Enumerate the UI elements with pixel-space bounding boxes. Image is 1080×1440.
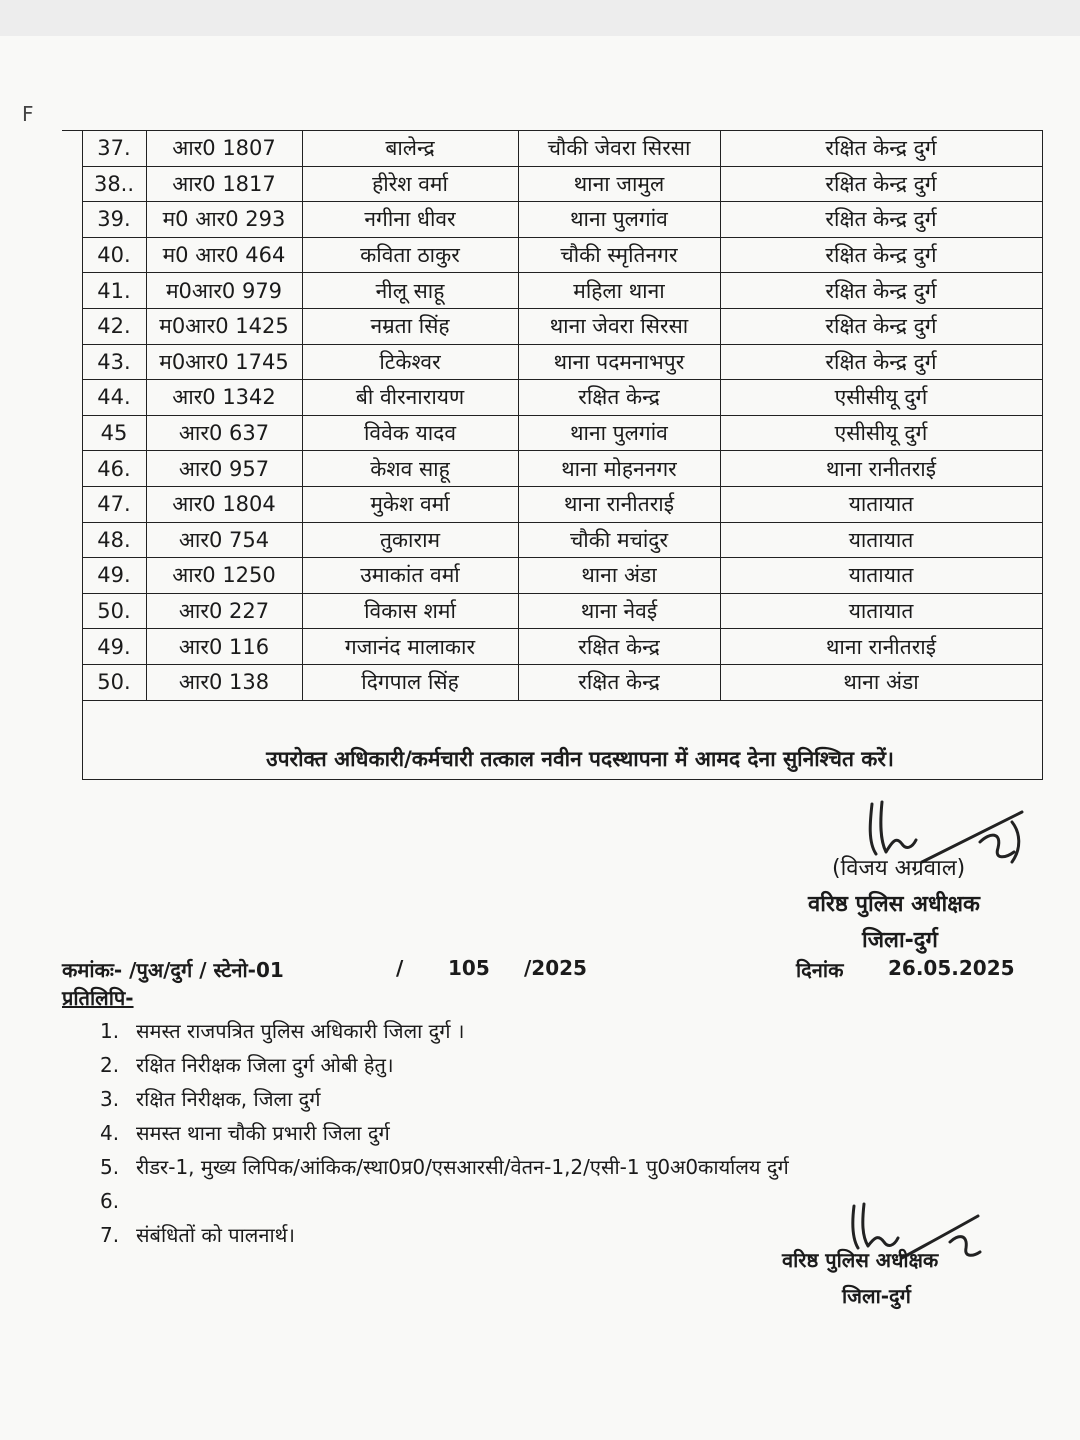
- margin-cell: [62, 308, 82, 344]
- cell-num: म0आर0 1425: [146, 308, 302, 344]
- cell-to: रक्षित केन्द्र दुर्ग: [720, 202, 1042, 238]
- cell-sno: 41.: [82, 273, 146, 309]
- signatory2-district: जिला-दुर्ग: [842, 1284, 911, 1308]
- table-row: [62, 522, 1042, 558]
- list-item-text: समस्त राजपत्रित पुलिस अधिकारी जिला दुर्ग ।: [136, 1019, 465, 1043]
- margin-cell: [62, 593, 82, 629]
- list-item-number: 6.: [100, 1189, 120, 1213]
- list-item: [100, 1116, 789, 1150]
- cell-from: चौकी मचांदुर: [518, 522, 720, 558]
- list-item: [100, 1014, 789, 1048]
- cell-name: विवेक यादव: [302, 415, 518, 451]
- cell-to: यातायात: [720, 558, 1042, 594]
- table-row: [62, 273, 1042, 309]
- table-row: [62, 451, 1042, 487]
- cell-sno: 46.: [82, 451, 146, 487]
- cell-sno: 50.: [82, 593, 146, 629]
- margin-cell: [62, 558, 82, 594]
- cell-num: आर0 1807: [146, 131, 302, 167]
- cell-to: रक्षित केन्द्र दुर्ग: [720, 131, 1042, 167]
- cell-name: तुकाराम: [302, 522, 518, 558]
- cell-from: रक्षित केन्द्र: [518, 629, 720, 665]
- cell-num: आर0 116: [146, 629, 302, 665]
- cell-sno: 48.: [82, 522, 146, 558]
- cell-name: नम्रता सिंह: [302, 308, 518, 344]
- pratilipi-heading: प्रतिलिपि-: [62, 986, 134, 1010]
- cell-name: टिकेश्वर: [302, 344, 518, 380]
- margin-cell: [62, 415, 82, 451]
- cell-name: हीरेश वर्मा: [302, 166, 518, 202]
- margin-cell: [62, 166, 82, 202]
- cell-from: चौकी स्मृतिनगर: [518, 237, 720, 273]
- list-item-text: रीडर-1, मुख्य लिपिक/आंकिक/स्था0प्र0/एसआरसी/वेतन-1,2/एसी-1 पु0अ0कार्यालय दुर्ग: [136, 1155, 789, 1179]
- cell-sno: 44.: [82, 380, 146, 416]
- cell-name: विकास शर्मा: [302, 593, 518, 629]
- cell-num: आर0 227: [146, 593, 302, 629]
- margin-cell: [62, 629, 82, 665]
- list-item-number: 1.: [100, 1019, 120, 1043]
- cell-sno: 45: [82, 415, 146, 451]
- cell-to: थाना अंडा: [720, 664, 1042, 700]
- cell-from: महिला थाना: [518, 273, 720, 309]
- cell-num: आर0 754: [146, 522, 302, 558]
- cell-num: म0आर0 1745: [146, 344, 302, 380]
- cell-to: एसीसीयू दुर्ग: [720, 415, 1042, 451]
- cell-num: आर0 1250: [146, 558, 302, 594]
- list-item-text: रक्षित निरीक्षक, जिला दुर्ग: [136, 1087, 321, 1111]
- table-row: [62, 664, 1042, 700]
- table-row: [62, 237, 1042, 273]
- table-row: [62, 166, 1042, 202]
- cell-num: आर0 957: [146, 451, 302, 487]
- table-row: [62, 308, 1042, 344]
- margin-cell: [62, 700, 82, 779]
- margin-cell: [62, 273, 82, 309]
- margin-cell: [62, 522, 82, 558]
- list-item-number: 3.: [100, 1087, 120, 1111]
- margin-cell: [62, 202, 82, 238]
- table-row: [62, 344, 1042, 380]
- corner-mark: F: [22, 102, 34, 126]
- cell-to: यातायात: [720, 486, 1042, 522]
- notice-row: [62, 700, 1042, 779]
- copy-to-list: [100, 1014, 789, 1252]
- cell-name: कविता ठाकुर: [302, 237, 518, 273]
- order-year: /2025: [524, 956, 587, 980]
- list-item-text: रक्षित निरीक्षक जिला दुर्ग ओबी हेतु।: [136, 1053, 394, 1077]
- list-item: [100, 1218, 789, 1252]
- cell-to: रक्षित केन्द्र दुर्ग: [720, 237, 1042, 273]
- list-item: [100, 1048, 789, 1082]
- signatory-designation: वरिष्ठ पुलिस अधीक्षक: [808, 892, 980, 917]
- signatory-district: जिला-दुर्ग: [862, 928, 938, 953]
- cell-sno: 39.: [82, 202, 146, 238]
- table-row: [62, 629, 1042, 665]
- list-item-text: समस्त थाना चौकी प्रभारी जिला दुर्ग: [136, 1121, 390, 1145]
- margin-cell: [62, 664, 82, 700]
- cell-name: नगीना धीवर: [302, 202, 518, 238]
- cell-sno: 43.: [82, 344, 146, 380]
- cell-from: थाना जामुल: [518, 166, 720, 202]
- cell-num: आर0 1817: [146, 166, 302, 202]
- list-item-text: संबंधितों को पालनार्थ।: [136, 1223, 295, 1247]
- order-separator: /: [396, 956, 404, 980]
- cell-sno: 50.: [82, 664, 146, 700]
- table-row: [62, 202, 1042, 238]
- cell-from: चौकी जेवरा सिरसा: [518, 131, 720, 167]
- cell-name: उमाकांत वर्मा: [302, 558, 518, 594]
- cell-num: आर0 637: [146, 415, 302, 451]
- cell-to: रक्षित केन्द्र दुर्ग: [720, 344, 1042, 380]
- table-row: [62, 415, 1042, 451]
- list-item-number: 7.: [100, 1223, 120, 1247]
- table-row: [62, 558, 1042, 594]
- list-item-number: 4.: [100, 1121, 120, 1145]
- cell-to: थाना रानीतराई: [720, 451, 1042, 487]
- cell-sno: 37.: [82, 131, 146, 167]
- transfer-table: [62, 130, 1043, 780]
- cell-num: म0 आर0 464: [146, 237, 302, 273]
- cell-num: आर0 1342: [146, 380, 302, 416]
- cell-name: बी वीरनारायण: [302, 380, 518, 416]
- cell-to: यातायात: [720, 522, 1042, 558]
- signatory-name: (विजय अग्रवाल): [832, 856, 966, 881]
- list-item: [100, 1082, 789, 1116]
- cell-to: एसीसीयू दुर्ग: [720, 380, 1042, 416]
- cell-from: थाना नेवई: [518, 593, 720, 629]
- cell-name: दिगपाल सिंह: [302, 664, 518, 700]
- cell-name: मुकेश वर्मा: [302, 486, 518, 522]
- table-row: [62, 486, 1042, 522]
- margin-cell: [62, 486, 82, 522]
- cell-to: रक्षित केन्द्र दुर्ग: [720, 166, 1042, 202]
- signatory2-designation: वरिष्ठ पुलिस अधीक्षक: [782, 1248, 939, 1272]
- cell-num: म0आर0 979: [146, 273, 302, 309]
- cell-name: गजानंद मालाकार: [302, 629, 518, 665]
- margin-cell: [62, 451, 82, 487]
- margin-cell: [62, 344, 82, 380]
- cell-from: रक्षित केन्द्र: [518, 664, 720, 700]
- margin-cell: [62, 380, 82, 416]
- cell-sno: 47.: [82, 486, 146, 522]
- cell-sno: 40.: [82, 237, 146, 273]
- list-item-number: 2.: [100, 1053, 120, 1077]
- cell-from: थाना रानीतराई: [518, 486, 720, 522]
- order-date: 26.05.2025: [888, 956, 1015, 980]
- list-item: [100, 1184, 789, 1218]
- list-item-number: 5.: [100, 1155, 120, 1179]
- cell-from: थाना पदमनाभपुर: [518, 344, 720, 380]
- margin-cell: [62, 237, 82, 273]
- order-number: 105: [448, 956, 490, 980]
- cell-num: आर0 1804: [146, 486, 302, 522]
- table-row: [62, 593, 1042, 629]
- cell-from: रक्षित केन्द्र: [518, 380, 720, 416]
- cell-to: यातायात: [720, 593, 1042, 629]
- cell-to: रक्षित केन्द्र दुर्ग: [720, 308, 1042, 344]
- cell-from: थाना जेवरा सिरसा: [518, 308, 720, 344]
- cell-to: थाना रानीतराई: [720, 629, 1042, 665]
- cell-sno: 49.: [82, 629, 146, 665]
- cell-sno: 49.: [82, 558, 146, 594]
- cell-to: रक्षित केन्द्र दुर्ग: [720, 273, 1042, 309]
- cell-name: केशव साहू: [302, 451, 518, 487]
- cell-num: आर0 138: [146, 664, 302, 700]
- viewer-top-bar: [0, 0, 1080, 36]
- cell-name: नीलू साहू: [302, 273, 518, 309]
- table-row: [62, 131, 1042, 167]
- cell-sno: 38..: [82, 166, 146, 202]
- cell-sno: 42.: [82, 308, 146, 344]
- date-label: दिनांक: [796, 958, 844, 982]
- cell-from: थाना मोहननगर: [518, 451, 720, 487]
- cell-name: बालेन्द्र: [302, 131, 518, 167]
- order-number-label: कमांकः- /पुअ/दुर्ग / स्टेनो-01: [62, 958, 284, 982]
- cell-from: थाना अंडा: [518, 558, 720, 594]
- cell-num: म0 आर0 293: [146, 202, 302, 238]
- list-item: [100, 1150, 789, 1184]
- cell-from: थाना पुलगांव: [518, 415, 720, 451]
- margin-cell: [62, 131, 82, 167]
- cell-from: थाना पुलगांव: [518, 202, 720, 238]
- notice-text: उपरोक्त अधिकारी/कर्मचारी तत्काल नवीन पदस्थापना में आमद देना सुनिश्चित करें।: [82, 700, 1042, 779]
- table-row: [62, 380, 1042, 416]
